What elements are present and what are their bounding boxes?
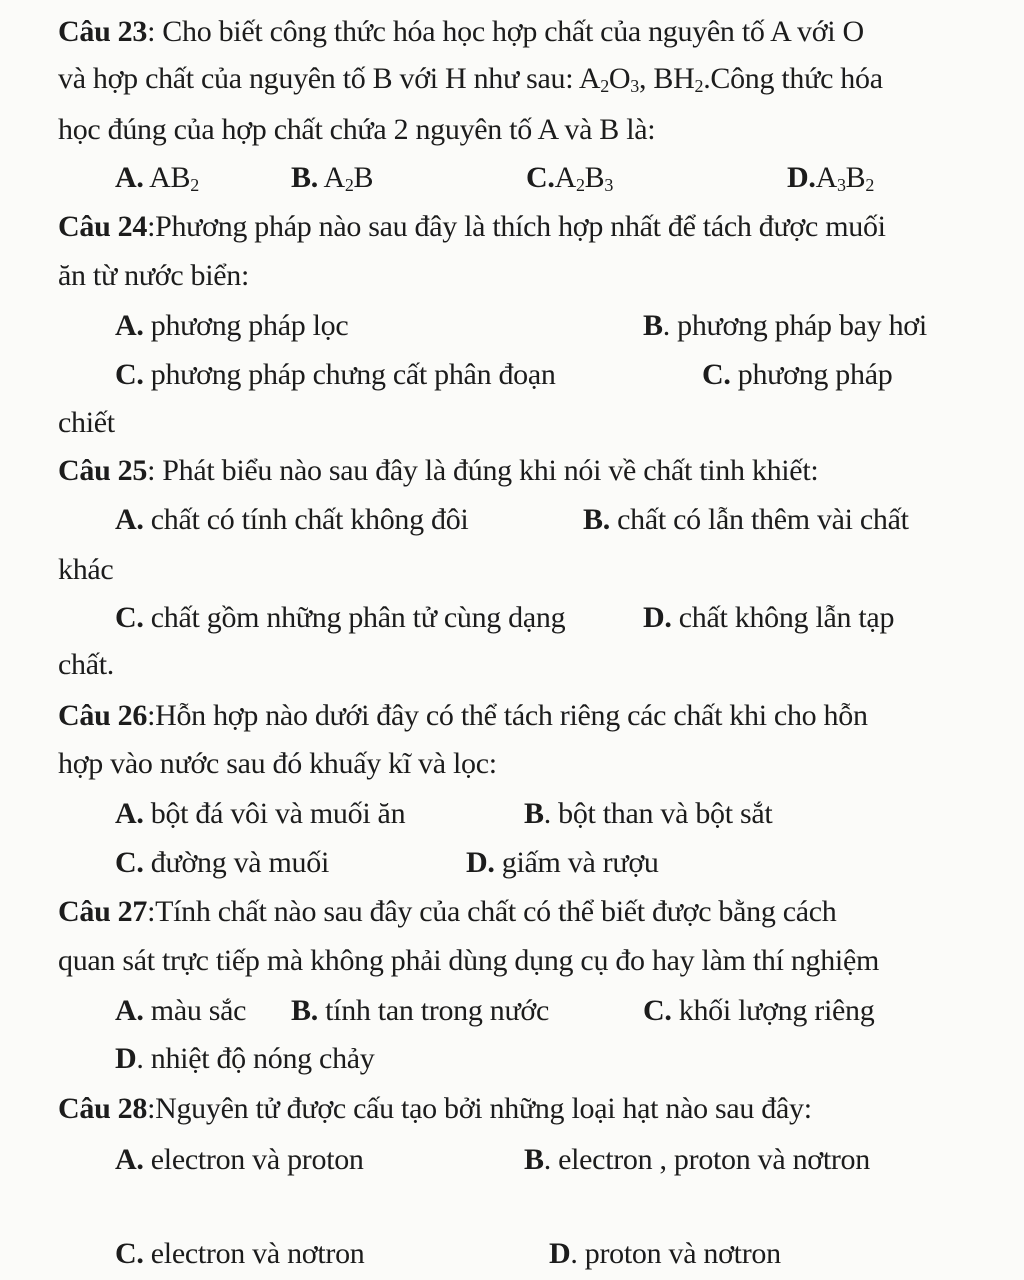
q26-option-c: C. đường và muối <box>115 846 329 879</box>
q26-heading: Câu 26 <box>58 699 148 732</box>
q24-option-c-second: C. phương pháp <box>702 358 893 391</box>
q25-wrap2: chất. <box>58 648 114 681</box>
q25-option-b: B. chất có lẫn thêm vài chất <box>583 503 909 536</box>
q23-line2: và hợp chất của nguyên tố B với H như sau: $A_2O_3$, $BH_2.Công$ thức hóa <box>58 62 883 96</box>
q28-option-a: A. electron và proton <box>115 1143 364 1176</box>
q24-line1: Câu 24:Phương pháp nào sau đây là thích hợp nhất để tách được muối <box>58 210 886 243</box>
q26-line2: hợp vào nước sau đó khuấy kĩ và lọc: <box>58 747 497 780</box>
formula-bh2: $BH_2$ <box>653 62 704 96</box>
q27-line1: Câu 27:Tính chất nào sau đây của chất có thể biết được bằng cách <box>58 895 837 928</box>
q26-option-a: A. bột đá vôi và muối ăn <box>115 797 406 830</box>
q27-heading: Câu 27 <box>58 895 148 928</box>
q25-option-c: C. chất gồm những phân tử cùng dạng <box>115 601 566 634</box>
q27-option-b: B. tính tan trong nước <box>291 994 550 1027</box>
q28-line1: Câu 28:Nguyên tử được cấu tạo bởi những loại hạt nào sau đây: <box>58 1092 812 1125</box>
q27-line2: quan sát trực tiếp mà không phải dùng dụng cụ đo hay làm thí nghiệm <box>58 944 879 977</box>
q23-option-c: $C.A_2B_3$ <box>526 161 614 195</box>
q24-wrap: chiết <box>58 406 115 439</box>
q25-heading: Câu 25 <box>58 454 148 487</box>
q27-option-c: C. khối lượng riêng <box>643 994 875 1027</box>
q28-option-b: B. electron , proton và nơtron <box>524 1143 870 1176</box>
q25-option-d: D. chất không lẫn tạp <box>643 601 895 634</box>
q23-option-a: A. $AB_2$ <box>115 161 199 195</box>
q23-heading: Câu 23 <box>58 15 148 48</box>
q25-wrap1: khác <box>58 553 114 586</box>
q25-line1: Câu 25: Phát biểu nào sau đây là đúng khi nói về chất tinh khiết: <box>58 454 819 487</box>
q26-line1: Câu 26:Hỗn hợp nào dưới đây có thể tách riêng các chất khi cho hỗn <box>58 699 868 732</box>
q27-option-a: A. màu sắc <box>115 994 247 1027</box>
q24-line2: ăn từ nước biển: <box>58 259 250 292</box>
q24-option-b: B. phương pháp bay hơi <box>643 309 927 342</box>
q24-option-a: A. phương pháp lọc <box>115 309 349 342</box>
q24-heading: Câu 24 <box>58 210 148 243</box>
q26-option-b: B. bột than và bột sắt <box>524 797 773 830</box>
q25-option-a: A. chất có tính chất không đôi <box>115 503 469 536</box>
q23-option-d: $D.A_3B_2$ <box>787 161 875 195</box>
formula-a2o3: $A_2O_3$ <box>578 62 639 96</box>
q23-line3: học đúng của hợp chất chứa 2 nguyên tố A và B là: <box>58 113 656 146</box>
q27-option-d: D. nhiệt độ nóng chảy <box>115 1042 375 1075</box>
q28-option-c: C. electron và nơtron <box>115 1237 365 1270</box>
q24-option-c: C. phương pháp chưng cất phân đoạn <box>115 358 556 391</box>
q23-line1: Câu 23: Cho biết công thức hóa học hợp chất của nguyên tố A với O <box>58 15 864 48</box>
q23-option-b: B. $A_2B$ <box>291 161 374 195</box>
q26-option-d: D. giấm và rượu <box>466 846 659 879</box>
q28-heading: Câu 28 <box>58 1092 148 1125</box>
q28-option-d: D. proton và nơtron <box>549 1237 781 1270</box>
